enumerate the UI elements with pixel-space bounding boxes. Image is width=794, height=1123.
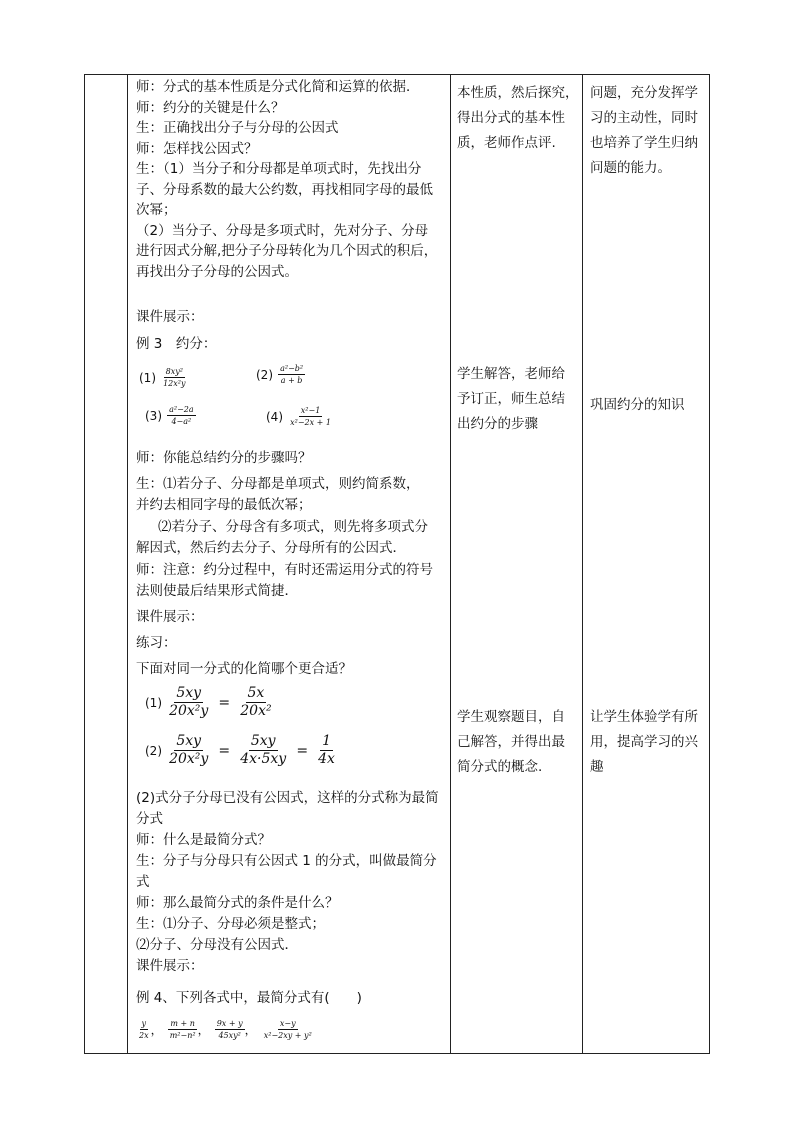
example3-item-4 xyxy=(266,405,333,428)
item-label: (1) xyxy=(145,696,162,710)
intro-block xyxy=(136,77,446,282)
example3-item-1 xyxy=(139,366,188,389)
text-line: 课件展示： xyxy=(136,958,204,974)
text-line: 师：那么最简分式的条件是什么？ xyxy=(136,895,339,911)
text-line: 师：注意：约分过程中，有时还需运用分式的符号 xyxy=(136,561,433,578)
denominator: x²−2xy + y² xyxy=(263,1031,312,1040)
text-line: 己解答，并得出最 xyxy=(457,734,565,750)
text-line: 师：怎样找公因式？ xyxy=(136,140,258,157)
numerator: a²−2a xyxy=(169,405,194,414)
intent-block-1 xyxy=(590,81,706,181)
equals-sign: = xyxy=(218,743,231,759)
fraction xyxy=(167,404,196,427)
text-line: 生：分子与分母只有公因式 1 的分式，叫做最简分 xyxy=(136,853,437,869)
text-line: （2）当分子、分母是多项式时，先对分子、分母 xyxy=(136,222,429,239)
numerator: x²−1 xyxy=(300,406,321,415)
text-line: 并约去相同字母的最低次幂； xyxy=(136,497,312,513)
practice-question: 下面对同一分式的化简哪个更合适？ xyxy=(136,661,352,677)
example4-title: 例 4、下列各式中，最简分式有( ) xyxy=(136,990,362,1006)
courseware-label: 课件展示： xyxy=(136,309,204,325)
denominator: 20x² xyxy=(240,703,272,719)
numerator: a²−b² xyxy=(280,364,304,373)
separator: ， xyxy=(150,1023,163,1037)
text-line: 生：⑴若分子、分母都是单项式，则约简系数， xyxy=(136,475,420,492)
fraction xyxy=(278,363,305,386)
item-label: (1) xyxy=(139,371,156,385)
text-line: 子、分母系数的最大公约数，再找相同字母的最低 xyxy=(136,181,433,198)
denominator: 12x²y xyxy=(163,379,186,388)
fraction xyxy=(167,733,210,768)
text-line: 解因式，然后约去分子、分母所有的公因式． xyxy=(136,540,406,556)
intent-block-3 xyxy=(590,705,706,780)
text-line: 用，提高学习的兴 xyxy=(590,734,698,750)
numerator: 5xy xyxy=(250,733,276,749)
text-line: 予订正，师生总结 xyxy=(457,391,565,407)
text-line: (2)式分子分母已没有公因式，这样的分式称为最简 xyxy=(136,790,439,806)
text-line: 师：什么是最简分式？ xyxy=(136,832,271,848)
text-line: 次幂； xyxy=(136,202,177,218)
numerator: 1 xyxy=(322,733,331,749)
text-line: 问题，充分发挥学 xyxy=(590,85,698,101)
denominator: x²−2x + 1 xyxy=(290,418,331,427)
equals-sign: = xyxy=(218,695,231,711)
text-line: 师：分式的基本性质是分式化简和运算的依据． xyxy=(136,79,420,95)
text-line: 课件展示： xyxy=(136,608,204,625)
text-line: 进行因式分解,把分子分母转化为几个因式的积后， xyxy=(136,243,438,259)
item-label: (3) xyxy=(145,409,162,423)
denominator: m²−n² xyxy=(169,1031,196,1040)
denominator: 20x²y xyxy=(169,703,209,719)
denominator: 4x·5xy xyxy=(240,751,287,767)
numerator: 8xy² xyxy=(165,367,183,376)
fraction xyxy=(161,366,187,389)
fraction xyxy=(238,733,288,768)
fraction xyxy=(316,733,337,768)
intent-block-2 xyxy=(590,393,706,418)
numerator: 5xy xyxy=(176,685,202,701)
text-line: 出约分的步骤 xyxy=(457,416,538,432)
fraction xyxy=(262,1018,314,1041)
text-line: 师：你能总结约分的步骤吗？ xyxy=(136,450,312,466)
text-line: 习的主动性，同时 xyxy=(590,110,698,126)
fraction xyxy=(137,1018,151,1041)
separator: ， xyxy=(197,1023,210,1037)
fraction xyxy=(238,685,273,720)
item-label: (4) xyxy=(266,410,283,424)
denominator: 2x xyxy=(139,1031,149,1040)
column-divider xyxy=(127,75,128,1053)
text-line: 再找出分子分母的公因式。 xyxy=(136,263,298,280)
text-line: ⑵分子、分母没有公因式． xyxy=(136,937,298,953)
text-line: 质，老师作点评. xyxy=(457,135,556,151)
numerator: y xyxy=(141,1019,147,1028)
example3-title: 例 3 约分： xyxy=(136,336,217,352)
text-line: 学生解答，老师给 xyxy=(457,366,565,382)
example3-item-3 xyxy=(145,404,196,427)
text-line: 分式 xyxy=(136,811,163,827)
numerator: 9x + y xyxy=(216,1019,243,1028)
example4-fractions xyxy=(137,1018,314,1041)
text-line: 法则使最后结果形式简捷． xyxy=(136,583,298,599)
equals-sign: = xyxy=(296,743,309,759)
text-line: 得出分式的基本性 xyxy=(457,110,565,126)
activity-block-2 xyxy=(457,362,579,437)
separator: ， xyxy=(244,1023,257,1037)
lesson-table xyxy=(84,74,710,1054)
denominator: a + b xyxy=(280,376,303,385)
text-line: 简分式的概念. xyxy=(457,759,543,775)
numerator: 5x xyxy=(247,685,265,701)
fraction xyxy=(168,1018,198,1041)
fraction xyxy=(215,1018,245,1041)
example3-item-2 xyxy=(256,363,305,386)
text-line: 学生观察题目，自 xyxy=(457,709,565,725)
activity-block-3 xyxy=(457,705,579,780)
numerator: x−y xyxy=(279,1019,296,1028)
text-line: 式 xyxy=(136,874,150,890)
fraction xyxy=(167,685,210,720)
denominator: 20x²y xyxy=(169,751,209,767)
text-line: 生：（1）当分子和分母都是单项式时，先找出分 xyxy=(136,161,422,177)
numerator: m + n xyxy=(170,1019,195,1028)
text-line: 也培养了学生归纳 xyxy=(590,135,698,151)
text-line: 师：约分的关键是什么？ xyxy=(136,99,285,116)
practice-title: 练习： xyxy=(136,635,177,651)
practice-item-2 xyxy=(145,733,337,768)
definition-block xyxy=(136,788,446,977)
denominator: 4−a² xyxy=(171,417,192,426)
text-line: ⑵若分子、分母含有多项式，则先将多项式分 xyxy=(158,518,428,535)
column-divider xyxy=(582,75,583,1053)
fraction xyxy=(288,405,333,428)
practice-item-1 xyxy=(145,685,274,720)
numerator: 5xy xyxy=(176,733,202,749)
text-line: 问题的能力。 xyxy=(590,160,671,176)
steps-block xyxy=(136,448,446,628)
denominator: 4x xyxy=(318,751,335,767)
item-label: (2) xyxy=(145,744,162,758)
denominator: 45xy² xyxy=(218,1031,241,1040)
column-divider xyxy=(450,75,451,1053)
text-line: 生：⑴分子、分母必须是整式； xyxy=(136,916,325,932)
text-line: 让学生体验学有所 xyxy=(590,709,698,725)
item-label: (2) xyxy=(256,368,273,382)
text-line: 生：正确找出分子与分母的公因式 xyxy=(136,120,339,136)
text-line: 巩固约分的知识 xyxy=(590,397,685,413)
text-line: 趣 xyxy=(590,759,604,775)
text-line: 本性质，然后探究， xyxy=(457,85,579,101)
activity-block-1 xyxy=(457,81,579,156)
